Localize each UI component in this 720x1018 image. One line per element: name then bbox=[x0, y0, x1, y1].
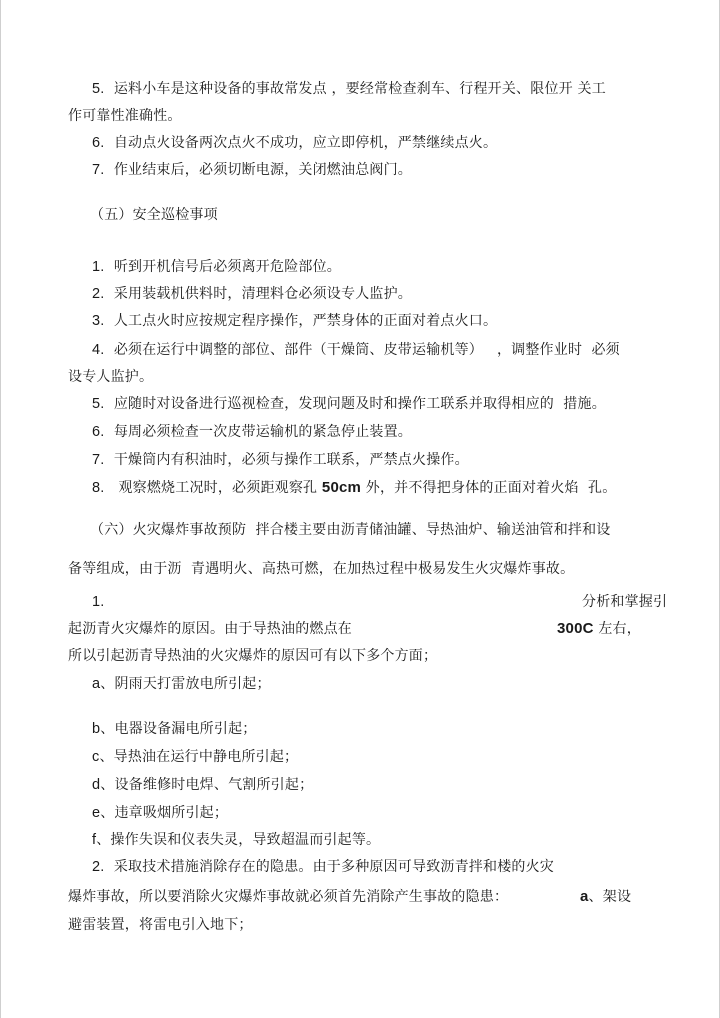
list-item: 7. 干燥筒内有积油时，必须与操作工联系，严禁点火操作。 bbox=[92, 452, 469, 468]
list-item: d、设备维修时电焊、气割所引起； bbox=[92, 777, 314, 793]
text-fragment: a、架设 bbox=[580, 888, 632, 905]
text-line: 作可靠性准确性。 bbox=[68, 108, 182, 124]
list-item: a、阴雨天打雷放电所引起； bbox=[92, 676, 271, 692]
list-item: 6. 每周必须检查一次皮带运输机的紧急停止装置。 bbox=[92, 424, 413, 440]
text-line: 爆炸事故，所以要消除火灾爆炸事故就必须首先消除产生事故的隐患： bbox=[68, 889, 509, 905]
text-line: 所以引起沥青导热油的火灾爆炸的原因可有以下多个方面； bbox=[68, 648, 438, 664]
list-item: 6. 自动点火设备两次点火不成功，应立即停机，严禁继续点火。 bbox=[92, 135, 498, 151]
list-item: 1. 听到开机信号后必须离开危险部位。 bbox=[92, 259, 342, 275]
list-item: 7. 作业结束后，必须切断电源，关闭燃油总阀门。 bbox=[92, 162, 413, 178]
list-item: e、违章吸烟所引起； bbox=[92, 805, 229, 821]
text-fragment: 300C 左右， bbox=[557, 620, 641, 637]
list-item: 2. 采用装载机供料时，清理料仓必须设专人监护。 bbox=[92, 286, 413, 302]
text-line: 设专人监护。 bbox=[68, 369, 154, 385]
list-item-number: 1. bbox=[92, 594, 105, 610]
list-item: 5. 运料小车是这种设备的事故常发点 ，要经常检查刹车、行程开关、限位开 关工 bbox=[92, 81, 606, 97]
list-item: 8. 观察燃烧工况时，必须距观察孔 50cm 外，并不得把身体的正面对着火焰 孔。 bbox=[92, 479, 617, 496]
text-line: 备等组成，由于沥 青遇明火、高热可燃，在加热过程中极易发生火灾爆炸事故。 bbox=[68, 561, 575, 577]
list-item: c、导热油在运行中静电所引起； bbox=[92, 749, 299, 765]
text-line: 起沥青火灾爆炸的原因。由于导热油的燃点在 bbox=[68, 621, 352, 637]
list-item: 4. 必须在运行中调整的部位、部件（干燥筒、皮带运输机等） ，调整作业时 必须 bbox=[92, 342, 620, 358]
page-border-left bbox=[0, 0, 1, 1018]
list-item: b、电器设备漏电所引起； bbox=[92, 721, 257, 737]
text-line: 避雷装置，将雷电引入地下； bbox=[68, 917, 253, 933]
list-item: 3. 人工点火时应按规定程序操作，严禁身体的正面对着点火口。 bbox=[92, 313, 498, 329]
section-heading: （五）安全巡检事项 bbox=[90, 207, 218, 223]
list-item: f、操作失误和仪表失灵，导致超温而引起等。 bbox=[92, 832, 381, 848]
section-heading: （六）火灾爆炸事故预防 拌合楼主要由沥青储油罐、导热油炉、输送油管和拌和设 bbox=[90, 522, 611, 538]
text-fragment: 分析和掌握引 bbox=[582, 594, 668, 610]
list-item: 5. 应随时对设备进行巡视检查，发现问题及时和操作工联系并取得相应的 措施。 bbox=[92, 396, 606, 412]
list-item: 2. 采取技术措施消除存在的隐患。由于多种原因可导致沥青拌和楼的火灾 bbox=[92, 859, 555, 875]
